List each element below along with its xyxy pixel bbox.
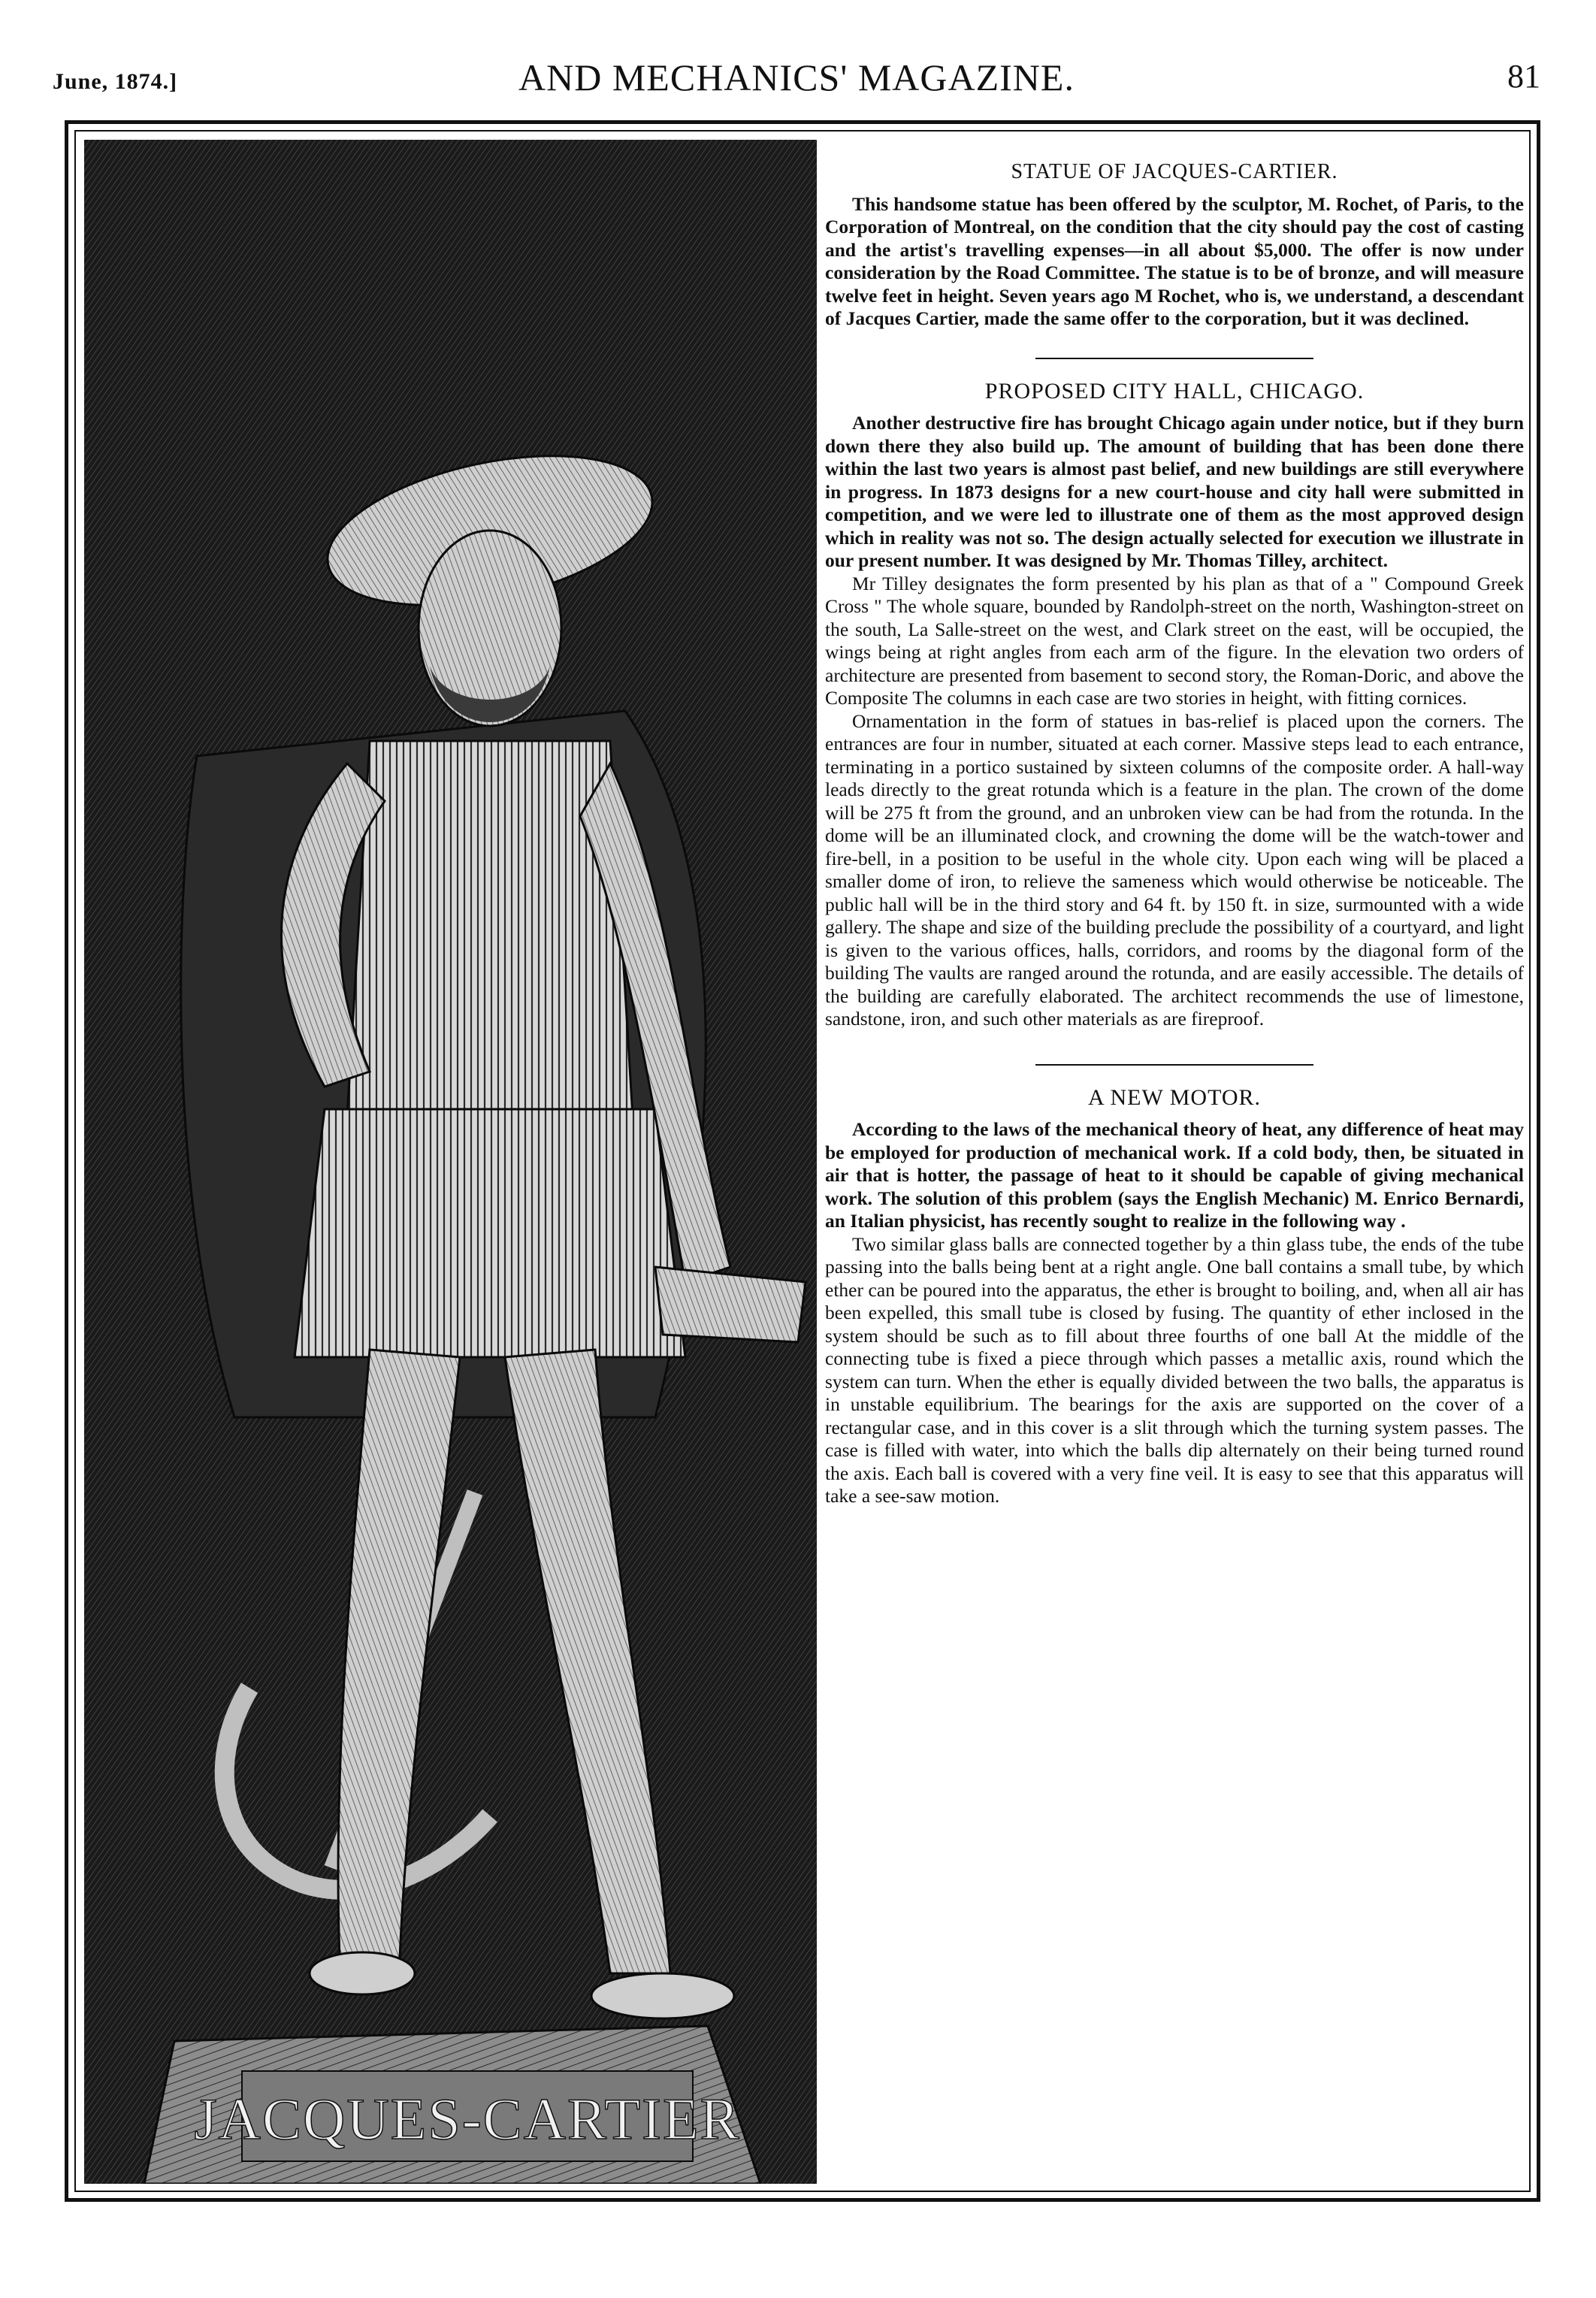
- masthead: [53, 53, 1540, 105]
- section-divider: [1035, 1064, 1313, 1066]
- article-heading: STATUE OF JACQUES-CARTIER.: [1011, 160, 1338, 183]
- article-paragraph: Mr Tilley designates the form presented by his plan as that of a " Compound Greek Cross " The whole square, bounded by Randolph-street on the north, Washington-street on the south, La Salle-street on the west, and Clark street on the east, will be occupied, the wings being at right angles from each arm of the figure. In the elevation two orders of architecture are presented from basement to second story, the Roman-Doric, and above the Composite The columns in each case are two stories in height, with fitting cornices.: [825, 572, 1524, 709]
- article-paragraph: Ornamentation in the form of statues in bas-relief is placed upon the corners. The entrances are four in number, situated at each corner. Massive steps lead to each entrance, terminating in a portico sustained by sixteen columns of the composite order. A hall-way leads directly to the great rotunda which is a feature in the plan. The crown of the dome will be 275 ft from the ground, and an unbroken view can be had from the rotunda. In the dome will be an illuminated clock, and crowning the dome will be the watch-tower and fire-bell, in a position to be useful in the whole city. Upon each wing will be placed a smaller dome of iron, to relieve the sameness which would otherwise be noticeable. The public hall will be in the third story and 64 ft. by 150 ft. in size, surmounted with a wide gallery. The shape and size of the building preclude the possibility of a courtyard, and light is given to the various offices, halls, corridors, and rooms by the diagonal form of the building The vaults are ranged around the rotunda, and are easily accessible. The details of the building are carefully elaborated. The architect recommends the use of limestone, sandstone, iron, and such other materials as are fireproof.: [825, 709, 1524, 1030]
- article-paragraph: Another destructive fire has brought Chicago again under notice, but if they burn down there they also build up. The amount of building that has been done there within the last two years is almost past belief, and new buildings are still everywhere in progress. In 1873 designs for a new court-house and city hall were submitted in competition, and we were led to illustrate one of them as the most approved design which in reality was not so. The design actually selected for execution we illustrate in our present number. It was designed by Mr. Thomas Tilley, architect.: [825, 412, 1524, 571]
- section-divider: [1035, 358, 1313, 359]
- pedestal-inscription: JACQUES-CARTIER: [194, 2086, 741, 2151]
- article-paragraph: Two similar glass balls are connected together by a thin glass tube, the ends of the tube passing into the balls being bent at a right angle. One ball contains a small tube, by which ether can be poured into the apparatus, the ether is brought to boiling, and, when all air has been expelled, this small tube is closed by fusing. The quantity of ether inclosed in the system should be such as to fill about three fourths of one ball At the middle of the connecting tube is fixed a piece through which passes a metallic axis, round which the system can turn. When the ether is equally divided between the two balls, the apparatus is in unstable equilibrium. The bearings for the axis are supported on the cover of a rectangular case, and in this cover is a slit through which the turning system passes. The case is filled with water, into which the balls dip alternately on their being turned round the axis. Each ball is covered with a very fine veil. It is easy to see that this apparatus will take a see-saw motion.: [825, 1232, 1524, 1507]
- page-number: 81: [1507, 58, 1540, 95]
- article-new-motor: [825, 1084, 1524, 1508]
- article-heading: PROPOSED CITY HALL, CHICAGO.: [984, 378, 1365, 404]
- issue-date: June, 1874.]: [53, 69, 178, 94]
- article-paragraph: According to the laws of the mechanical theory of heat, any difference of heat may be employed for production of mechanical work. If a cold body, then, be situated in air that is hotter, the passage of heat to it should be capable of giving mechanical work. The solution of this problem (says the English Mechanic) M. Enrico Bernardi, an Italian physicist, has recently sought to realize in the following way .: [825, 1118, 1524, 1232]
- article-paragraph: This handsome statue has been offered by the sculptor, M. Rochet, of Paris, to the Corporation of Montreal, on the condition that the city should pay the cost of casting and the artist's travelling expenses—in all about $5,000. The offer is now under consideration by the Road Committee. The statue is to be of bronze, and will measure twelve feet in height. Seven years ago M Rochet, who is, we understand, a descendant of Jacques Cartier, made the same offer to the corporation, but it was declined.: [825, 192, 1524, 329]
- text-column: [825, 150, 1524, 2179]
- article-city-hall: [825, 380, 1524, 1031]
- article-statue: [825, 161, 1524, 331]
- magazine-title: AND MECHANICS' MAGAZINE.: [518, 56, 1075, 98]
- article-heading: A NEW MOTOR.: [1087, 1084, 1262, 1110]
- statue-engraving: [84, 140, 817, 2184]
